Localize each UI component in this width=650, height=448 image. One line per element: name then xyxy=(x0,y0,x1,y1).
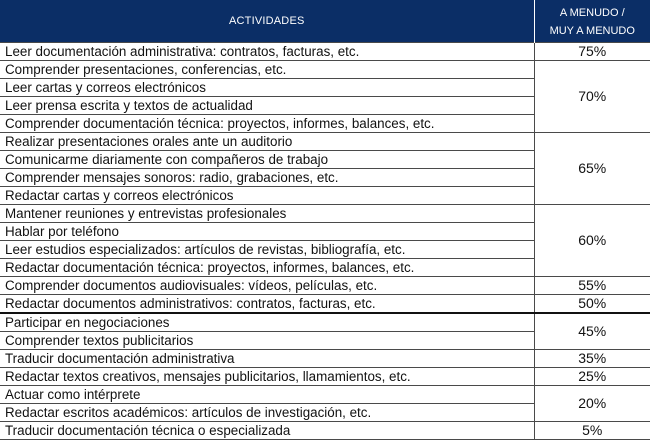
activity-cell: Actuar como intérprete xyxy=(0,386,534,404)
table-row xyxy=(0,313,650,332)
percentage-cell: 60% xyxy=(534,205,650,277)
percentage-cell: 55% xyxy=(534,277,650,295)
activity-cell: Mantener reuniones y entrevistas profesionales xyxy=(0,205,534,223)
frequency-column-header xyxy=(534,0,650,43)
activity-cell: Leer documentación administrativa: contratos, facturas, etc. xyxy=(0,43,534,61)
percentage-cell: 50% xyxy=(534,295,650,314)
table-row xyxy=(0,133,650,151)
percentage-cell: 45% xyxy=(534,313,650,350)
activity-cell: Realizar presentaciones orales ante un auditorio xyxy=(0,133,534,151)
activity-cell: Traducir documentación técnica o especializada xyxy=(0,422,534,440)
activity-cell: Hablar por teléfono xyxy=(0,223,534,241)
activity-cell: Comprender textos publicitarios xyxy=(0,332,534,350)
activity-cell: Leer prensa escrita y textos de actualidad xyxy=(0,97,534,115)
activity-cell: Participar en negociaciones xyxy=(0,313,534,332)
activities-column-header: ACTIVIDADES xyxy=(0,0,534,43)
percentage-cell: 5% xyxy=(534,422,650,440)
percentage-cell: 35% xyxy=(534,350,650,368)
activity-cell: Leer cartas y correos electrónicos xyxy=(0,79,534,97)
table-row xyxy=(0,205,650,223)
activity-cell: Redactar documentos administrativos: contratos, facturas, etc. xyxy=(0,295,534,314)
activity-cell: Traducir documentación administrativa xyxy=(0,350,534,368)
activity-cell: Redactar textos creativos, mensajes publicitarios, llamamientos, etc. xyxy=(0,368,534,386)
percentage-cell: 25% xyxy=(534,368,650,386)
percentage-cell: 70% xyxy=(534,61,650,133)
table-row xyxy=(0,350,650,368)
activity-cell: Comprender mensajes sonoros: radio, grabaciones, etc. xyxy=(0,169,534,187)
percentage-cell: 20% xyxy=(534,386,650,422)
percentage-cell: 65% xyxy=(534,133,650,205)
activity-cell: Leer estudios especializados: artículos de revistas, bibliografía, etc. xyxy=(0,241,534,259)
table-body xyxy=(0,43,650,440)
table-row xyxy=(0,277,650,295)
activity-cell: Comunicarme diariamente con compañeros de trabajo xyxy=(0,151,534,169)
frequency-header-line-1: A MENUDO / xyxy=(559,6,625,19)
activity-cell: Comprender documentos audiovisuales: vídeos, películas, etc. xyxy=(0,277,534,295)
table-header xyxy=(0,0,650,43)
activity-cell: Comprender presentaciones, conferencias, etc. xyxy=(0,61,534,79)
activity-cell: Redactar escritos académicos: artículos de investigación, etc. xyxy=(0,404,534,422)
table-row xyxy=(0,295,650,314)
activity-cell: Redactar cartas y correos electrónicos xyxy=(0,187,534,205)
header-row xyxy=(0,0,650,43)
activity-cell: Redactar documentación técnica: proyectos, informes, balances, etc. xyxy=(0,259,534,277)
table-row xyxy=(0,43,650,61)
table-row xyxy=(0,61,650,79)
activity-cell: Comprender documentación técnica: proyectos, informes, balances, etc. xyxy=(0,115,534,133)
percentage-cell: 75% xyxy=(534,43,650,61)
frequency-header-line-2: MUY A MENUDO xyxy=(549,24,635,37)
table-row xyxy=(0,386,650,404)
table-row xyxy=(0,368,650,386)
table-row xyxy=(0,422,650,440)
